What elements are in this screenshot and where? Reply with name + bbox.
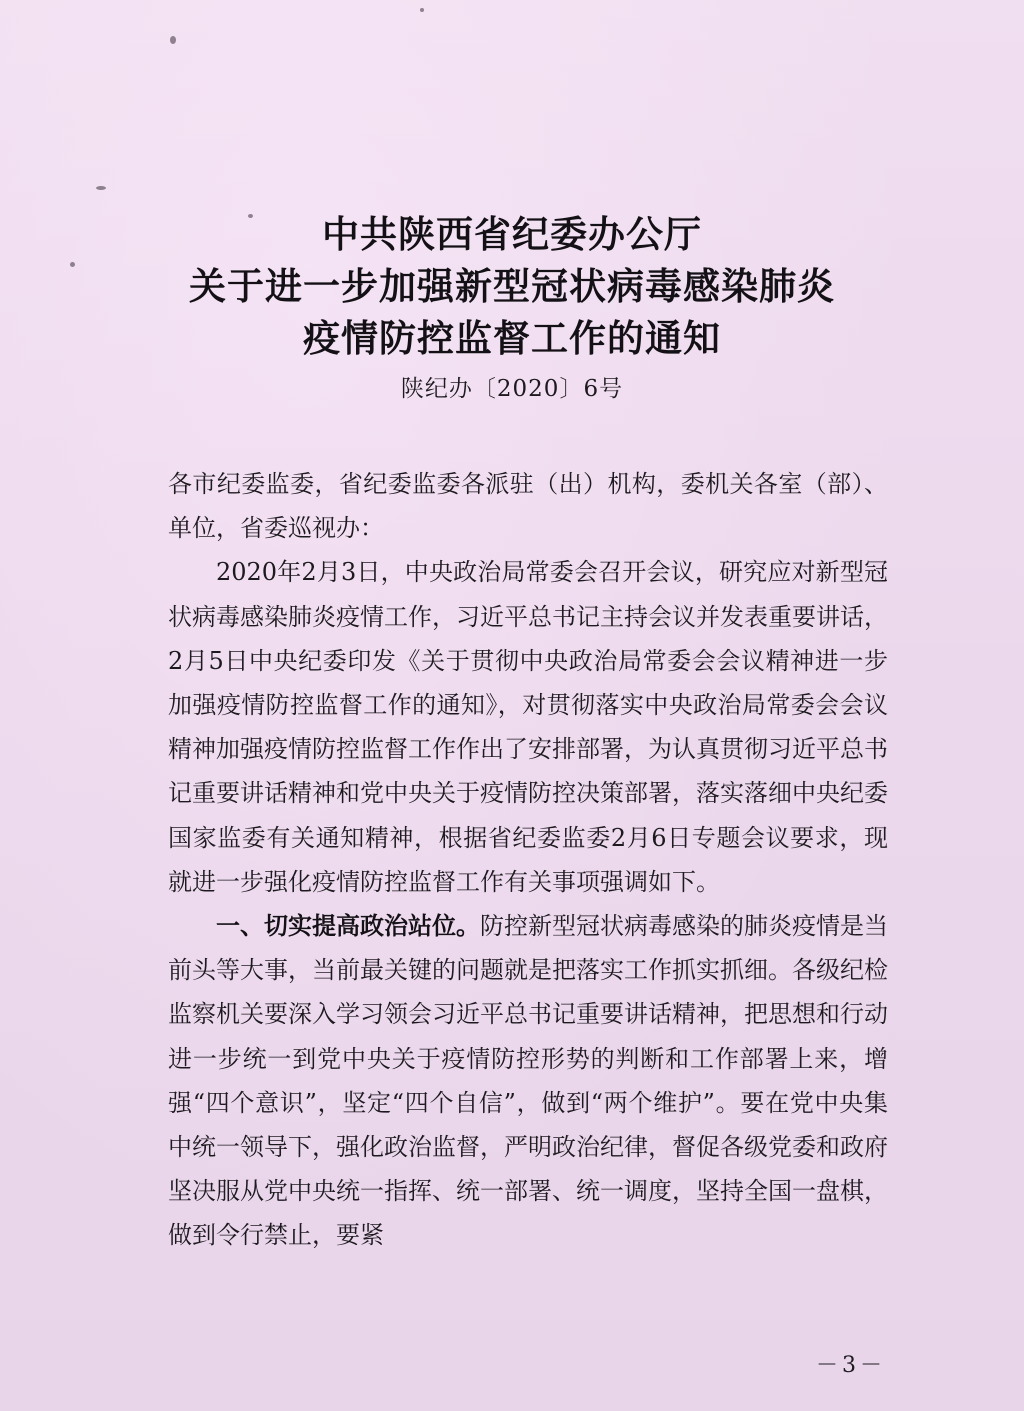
body-paragraph-1: 2020年2月3日，中央政治局常委会召开会议，研究应对新型冠状病毒感染肺炎疫情工作，习近平总书记主持会议并发表重要讲话，2月5日中央纪委印发《关于贯彻中央政治局常委会会议精神进一步加强疫情防控监督工作的通知》，对贯彻落实中央政治局常委会会议精神加强疫情防控监督工作作出了安排部署，为认真贯彻习近平总书记重要讲话精神和党中央关于疫情防控决策部署，落实落细中央纪委国家监委有关通知精神，根据省纪委监委2月6日专题会议要求，现就进一步强化疫情防控监督工作有关事项强调如下。 [168,558,888,896]
document-number: 陕纪办〔2020〕6号 [400,376,624,402]
title-line-2: 关于进一步加强新型冠状病毒感染肺炎 [189,264,835,308]
document-body [168,462,888,1258]
page-number: －3－ [816,1353,886,1378]
scan-speck [170,36,176,44]
section-1-text: 防控新型冠状病毒感染的肺炎疫情是当前头等大事，当前最关键的问题就是把落实工作抓实抓细。各级纪检监察机关要深入学习领会习近平总书记重要讲话精神，把思想和行动进一步统一到党中央关于疫情防控形势的判断和工作部署上来，增强“四个意识”，坚定“四个自信”，做到“两个维护”。要在党中央集中统一领导下，强化政治监督，严明政治纪律，督促各级党委和政府坚决服从党中央统一指挥、统一部署、统一调度，坚持全国一盘棋，做到令行禁止，要紧 [168,912,888,1250]
title-line-3: 疫情防控监督工作的通知 [303,316,721,360]
document-title [0,208,1024,364]
title-line-1: 中共陕西省纪委办公厅 [322,212,702,256]
scan-speck [96,186,106,190]
section-1-heading: 一、切实提高政治站位。 [216,911,480,941]
section-1-paragraph [168,904,888,1258]
addressees-paragraph: 各市纪委监委，省纪委监委各派驻（出）机构，委机关各室（部）、单位，省委巡视办： [168,470,888,543]
scan-speck [420,8,424,12]
